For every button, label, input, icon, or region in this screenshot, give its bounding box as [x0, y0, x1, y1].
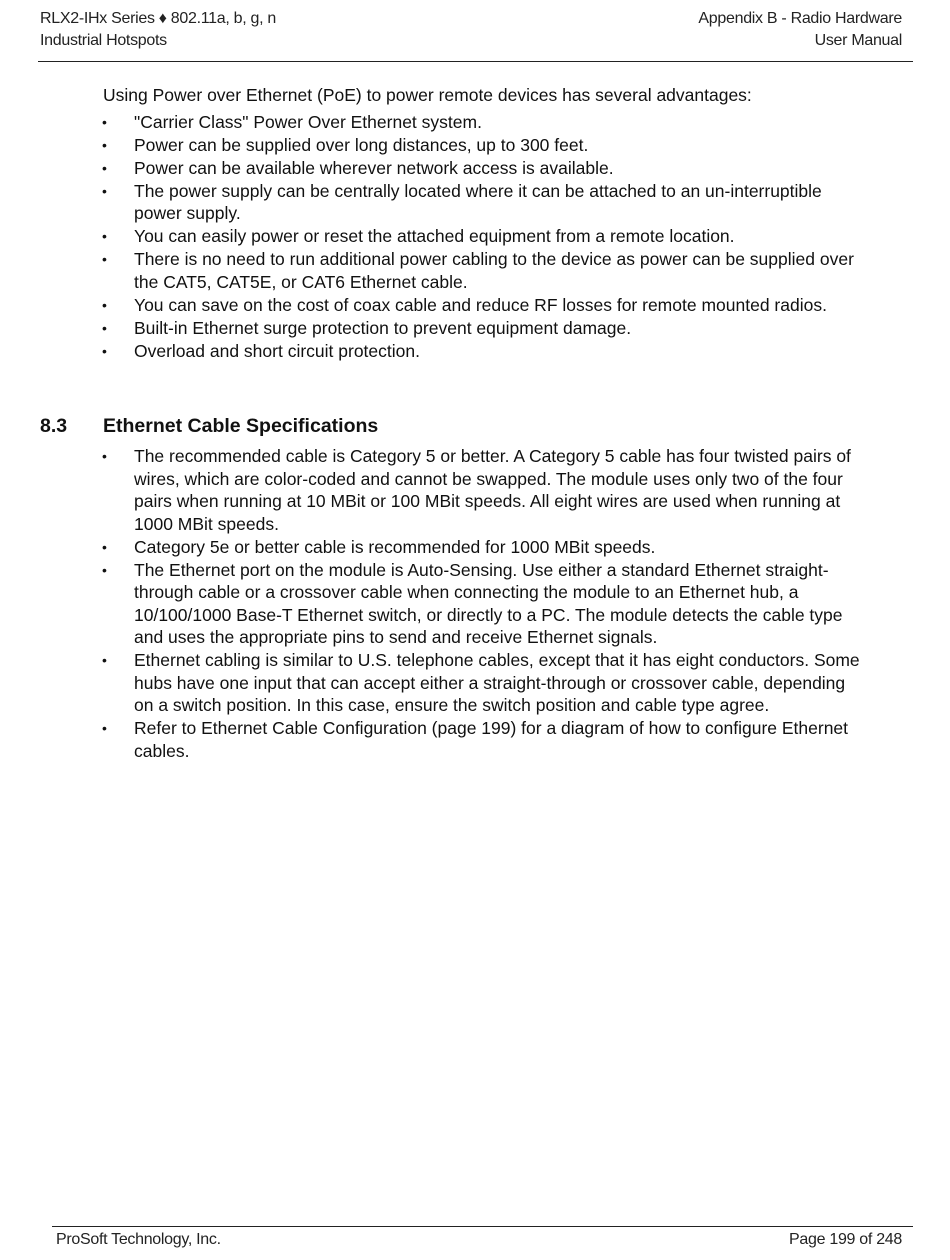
bullet-icon: • — [102, 113, 107, 130]
bullet-icon: • — [102, 448, 107, 464]
bullet-icon: • — [102, 342, 107, 359]
cable-specs-list — [40, 445, 860, 762]
list-item — [40, 248, 860, 293]
list-item — [40, 559, 860, 649]
list-item-text: Category 5e or better cable is recommended for 1000 MBit speeds. — [134, 536, 656, 557]
list-item-text: Ethernet cabling is similar to U.S. telephone cables, except that it has eight conductors. Some hubs have one input that can accept either a straight-through or crossover cable, depending on a switch position. In this case, ensure the switch position and cable type agree. — [134, 650, 860, 715]
list-item-text: You can easily power or reset the attached equipment from a remote location. — [134, 226, 735, 246]
list-item-text: The recommended cable is Category 5 or better. A Category 5 cable has four twisted pairs of wires, which are color-coded and cannot be swapped. The module uses only two of the four pairs when running at 10 MBit or 100 MBit speeds. All eight wires are used when running at 1000 MBit speeds. — [134, 446, 851, 534]
intro-paragraph: Using Power over Ethernet (PoE) to power remote devices has several advantages: — [103, 85, 752, 105]
list-item — [40, 317, 860, 340]
section-title: Ethernet Cable Specifications — [103, 415, 379, 437]
bullet-icon: • — [102, 652, 107, 668]
list-item — [40, 225, 860, 248]
list-item-text: Built-in Ethernet surge protection to prevent equipment damage. — [134, 317, 632, 338]
list-item-text: "Carrier Class" Power Over Ethernet system. — [134, 111, 482, 132]
footer-page-number: Page 199 of 248 — [789, 1231, 902, 1248]
list-item — [40, 649, 860, 717]
header-divider — [38, 61, 913, 62]
list-item — [40, 294, 860, 317]
footer-company: ProSoft Technology, Inc. — [56, 1231, 221, 1248]
bullet-icon: • — [102, 561, 107, 578]
list-item — [40, 180, 860, 225]
list-item-text: Power can be supplied over long distances, up to 300 feet. — [134, 134, 589, 155]
list-item-text: Power can be available wherever network access is available. — [134, 157, 614, 178]
list-item-text: There is no need to run additional power cabling to the device as power can be supplied over the CAT5, CAT5E, or CAT6 Ethernet cable. — [134, 249, 854, 292]
header-product-subtitle: Industrial Hotspots — [40, 32, 167, 49]
bullet-icon: • — [102, 296, 107, 313]
bullet-icon: • — [102, 538, 107, 555]
section-heading — [40, 415, 860, 445]
list-item — [40, 536, 860, 559]
header-right — [698, 8, 902, 52]
list-item-text: Refer to Ethernet Cable Configuration (page 199) for a diagram of how to configure Ethernet cables. — [134, 718, 849, 761]
bullet-icon: • — [102, 159, 107, 176]
bullet-icon: • — [102, 319, 107, 336]
bullet-icon: • — [102, 228, 107, 244]
list-item — [40, 134, 860, 157]
list-item-text: The Ethernet port on the module is Auto-Sensing. Use either a standard Ethernet straight-through cable or a crossover cable when connecting the module to an Ethernet hub, a 10/100/1000 Base-T Ethernet switch, or directly to a PC. The module detects the cable type and uses the appropriate pins to send and receive Ethernet signals. — [134, 559, 843, 647]
list-item — [40, 340, 860, 363]
section-number: 8.3 — [40, 415, 68, 437]
footer-divider — [52, 1226, 913, 1227]
header-product-line: RLX2-IHx Series ♦ 802.11a, b, g, n — [40, 10, 277, 27]
bullet-icon: • — [102, 720, 107, 736]
bullet-icon: • — [102, 251, 107, 267]
page-body — [40, 84, 860, 763]
poe-advantages-list — [40, 111, 860, 363]
header-left — [40, 8, 276, 52]
list-item — [40, 445, 860, 535]
header-chapter: Appendix B - Radio Hardware — [698, 10, 902, 27]
list-item-text: Overload and short circuit protection. — [134, 340, 420, 361]
list-item-text: You can save on the cost of coax cable and reduce RF losses for remote mounted radios. — [134, 294, 827, 315]
header-manual-type: User Manual — [814, 32, 902, 49]
list-item — [40, 717, 860, 762]
list-item — [40, 111, 860, 134]
list-item-text: The power supply can be centrally located where it can be attached to an un-interruptible power supply. — [134, 180, 822, 223]
bullet-icon: • — [102, 182, 107, 199]
list-item — [40, 157, 860, 180]
bullet-icon: • — [102, 136, 107, 153]
